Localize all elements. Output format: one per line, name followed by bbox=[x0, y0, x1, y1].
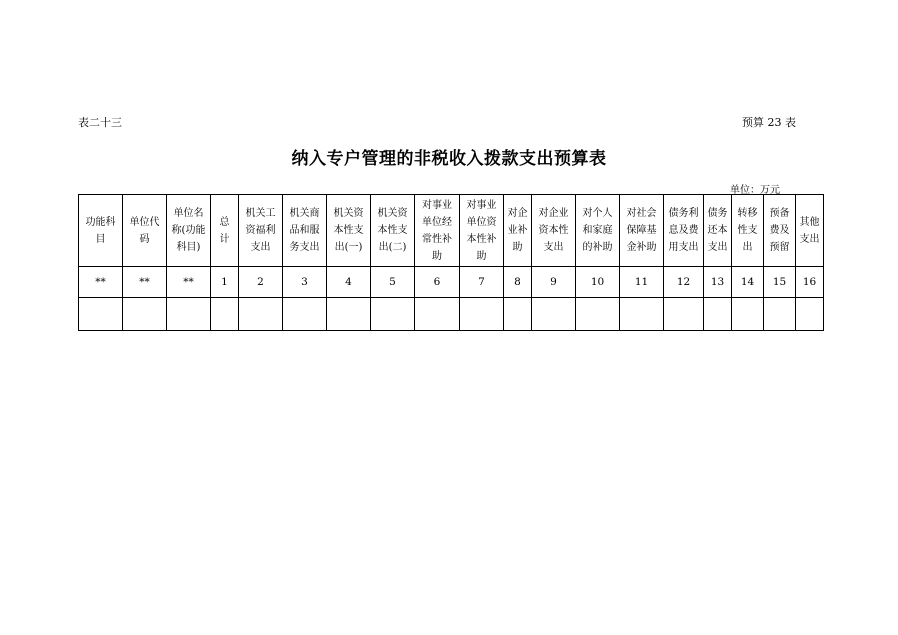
table-cell bbox=[327, 298, 371, 331]
column-header: 功能科 目 bbox=[79, 195, 123, 267]
table-number: 表二十三 bbox=[78, 116, 122, 129]
column-code: 14 bbox=[732, 267, 764, 298]
column-header: 对企业 资本性 支出 bbox=[532, 195, 576, 267]
column-code: ** bbox=[167, 267, 211, 298]
table-cell bbox=[532, 298, 576, 331]
table-cell bbox=[576, 298, 620, 331]
unit-label: 单位：万元 bbox=[730, 185, 780, 196]
table-cell bbox=[371, 298, 415, 331]
column-code: 4 bbox=[327, 267, 371, 298]
page-title: 纳入专户管理的非税收入拨款支出预算表 bbox=[291, 149, 607, 169]
column-code: ** bbox=[123, 267, 167, 298]
column-header: 对社会 保障基 金补助 bbox=[620, 195, 664, 267]
column-header: 单位代 码 bbox=[123, 195, 167, 267]
table-cell bbox=[123, 298, 167, 331]
column-header: 机关工 资福利 支出 bbox=[239, 195, 283, 267]
column-code: 16 bbox=[796, 267, 824, 298]
column-code: 5 bbox=[371, 267, 415, 298]
column-header: 对事业 单位经 常性补 助 bbox=[415, 195, 460, 267]
table-cell bbox=[460, 298, 504, 331]
column-code: 15 bbox=[764, 267, 796, 298]
column-code: 6 bbox=[415, 267, 460, 298]
table-cell bbox=[664, 298, 704, 331]
column-header: 预备 费及 预留 bbox=[764, 195, 796, 267]
column-header: 对个人 和家庭 的补助 bbox=[576, 195, 620, 267]
table-cell bbox=[167, 298, 211, 331]
table-row bbox=[79, 298, 824, 331]
header-row bbox=[79, 195, 824, 267]
column-code: 12 bbox=[664, 267, 704, 298]
column-header: 总 计 bbox=[211, 195, 239, 267]
column-header: 债务利 息及费 用支出 bbox=[664, 195, 704, 267]
column-code: 13 bbox=[704, 267, 732, 298]
column-code: ** bbox=[79, 267, 123, 298]
table-cell bbox=[415, 298, 460, 331]
table-cell bbox=[504, 298, 532, 331]
table-cell bbox=[239, 298, 283, 331]
column-code-row bbox=[79, 267, 824, 298]
table-cell bbox=[211, 298, 239, 331]
column-header: 单位名 称(功能 科目) bbox=[167, 195, 211, 267]
column-header: 机关资 本性支 出(一) bbox=[327, 195, 371, 267]
column-header: 机关资 本性支 出(二) bbox=[371, 195, 415, 267]
table-cell bbox=[796, 298, 824, 331]
table-cell bbox=[704, 298, 732, 331]
column-code: 10 bbox=[576, 267, 620, 298]
table-cell bbox=[79, 298, 123, 331]
column-code: 2 bbox=[239, 267, 283, 298]
column-header: 机关商 品和服 务支出 bbox=[283, 195, 327, 267]
budget-table bbox=[78, 194, 824, 331]
column-header: 对企 业补 助 bbox=[504, 195, 532, 267]
column-header: 对事业 单位资 本性补 助 bbox=[460, 195, 504, 267]
budget-number: 预算 23 表 bbox=[742, 116, 796, 129]
column-header: 转移 性支 出 bbox=[732, 195, 764, 267]
table-cell bbox=[764, 298, 796, 331]
column-code: 11 bbox=[620, 267, 664, 298]
column-code: 7 bbox=[460, 267, 504, 298]
table-cell bbox=[620, 298, 664, 331]
column-code: 9 bbox=[532, 267, 576, 298]
table-cell bbox=[283, 298, 327, 331]
column-code: 1 bbox=[211, 267, 239, 298]
column-code: 8 bbox=[504, 267, 532, 298]
column-code: 3 bbox=[283, 267, 327, 298]
column-header: 其他 支出 bbox=[796, 195, 824, 267]
column-header: 债务 还本 支出 bbox=[704, 195, 732, 267]
table-cell bbox=[732, 298, 764, 331]
